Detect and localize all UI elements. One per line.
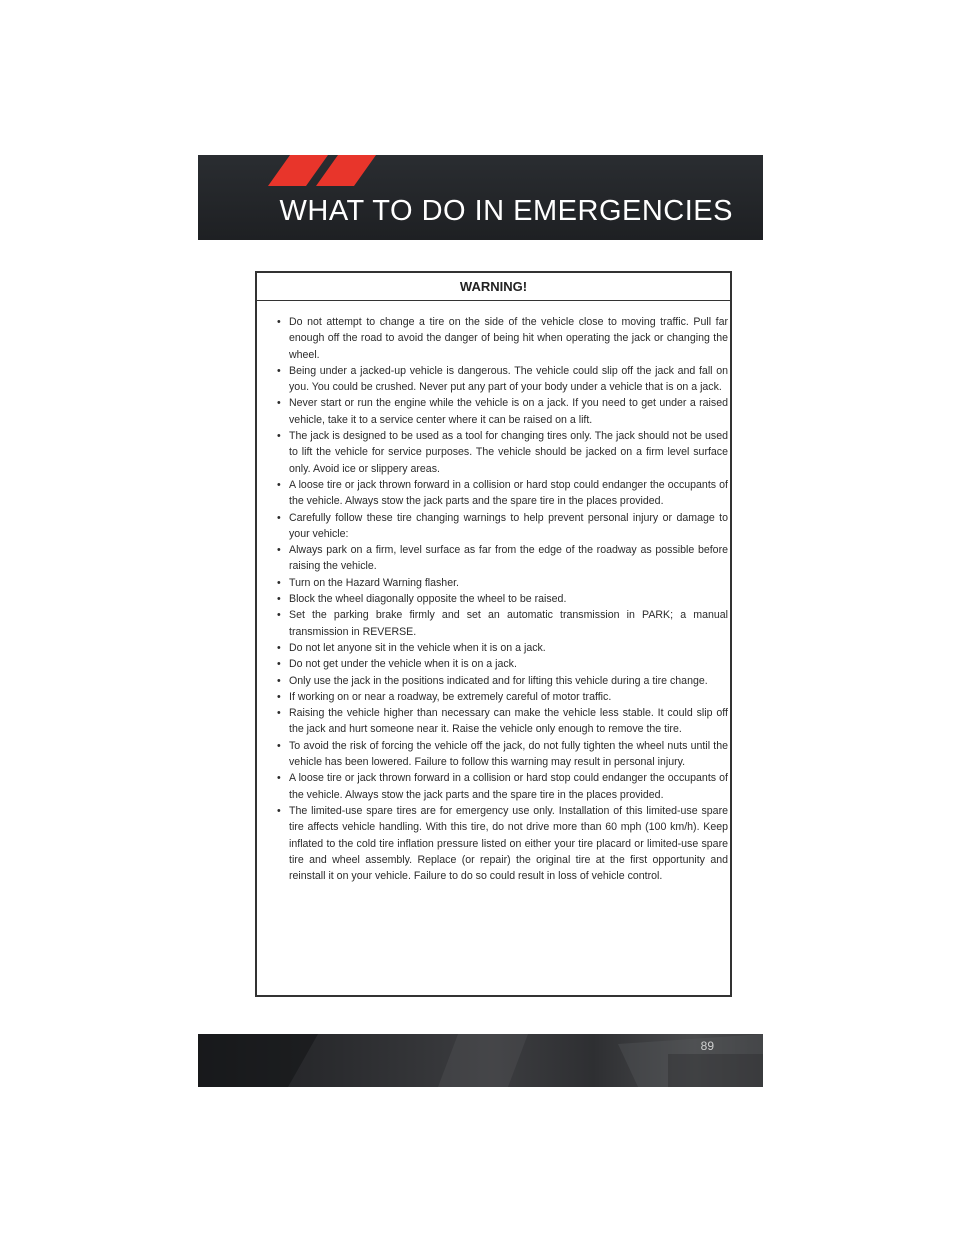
warning-item: • Always park on a firm, level surface as far from the edge of the roadway as possible before raising the vehicle. — [277, 542, 728, 575]
warning-item: • Do not let anyone sit in the vehicle when it is on a jack. — [277, 640, 728, 656]
warning-item: • Never start or run the engine while the vehicle is on a jack. If you need to get under a raised vehicle, take it to a service center where it can be raised on a lift. — [277, 395, 728, 428]
warning-item: • Do not get under the vehicle when it is on a jack. — [277, 656, 728, 672]
footer-photo-texture — [198, 1034, 763, 1087]
warning-item: • If working on or near a roadway, be extremely careful of motor traffic. — [277, 689, 728, 705]
warning-item: • Being under a jacked-up vehicle is dangerous. The vehicle could slip off the jack and fall on you. You could be crushed. Never put any part of your body under a vehicle that is on a jack. — [277, 363, 728, 396]
warning-item: • Carefully follow these tire changing warnings to help prevent personal injury or damage to your vehicle: — [277, 510, 728, 543]
warning-title: WARNING! — [459, 279, 528, 294]
warning-item: • Turn on the Hazard Warning flasher. — [277, 575, 728, 591]
warning-item: • Raising the vehicle higher than necessary can make the vehicle less stable. It could slip off the jack and hurt someone near it. Raise the vehicle only enough to remove the tire. — [277, 705, 728, 738]
stripe-right — [316, 155, 376, 186]
racing-stripes-logo — [268, 155, 378, 186]
warning-item: • Set the parking brake firmly and set an automatic transmission in PARK; a manual transmission in REVERSE. — [277, 607, 728, 640]
warning-item: • Only use the jack in the positions indicated and for lifting this vehicle during a tire change. — [277, 673, 728, 689]
warning-item: • Do not attempt to change a tire on the side of the vehicle close to moving traffic. Pull far enough off the road to avoid the danger of being hit when operating the jack or changing the wheel. — [277, 314, 728, 363]
footer-banner — [198, 1034, 763, 1087]
warning-item: • Block the wheel diagonally opposite the wheel to be raised. — [277, 591, 728, 607]
warning-box — [255, 271, 732, 997]
section-title: WHAT TO DO IN EMERGENCIES — [279, 195, 733, 227]
stripe-left — [268, 155, 328, 186]
warning-list — [277, 314, 728, 884]
warning-item: • The jack is designed to be used as a tool for changing tires only. The jack should not be used to lift the vehicle for service purposes. The vehicle should be jacked on a firm level surface only. Avoid ice or slippery areas. — [277, 428, 728, 477]
section-header — [198, 155, 763, 240]
page-number: 89 — [700, 1039, 714, 1053]
warning-title-divider — [257, 300, 730, 301]
warning-item: • A loose tire or jack thrown forward in a collision or hard stop could endanger the occupants of the vehicle. Always stow the jack parts and the spare tire in the places provided. — [277, 477, 728, 510]
warning-item: • The limited-use spare tires are for emergency use only. Installation of this limited-use spare tire affects vehicle handling. With this tire, do not drive more than 60 mph (100 km/h). Keep inflated to the cold tire inflation pressure listed on either your tire placard or limited-use spare tire and wheel assembly. Replace (or repair) the original tire at the first opportunity and reinstall it on your vehicle. Failure to do so could result in loss of vehicle control. — [277, 803, 728, 884]
warning-item: • To avoid the risk of forcing the vehicle off the jack, do not fully tighten the wheel nuts until the vehicle has been lowered. Failure to follow this warning may result in personal injury. — [277, 738, 728, 771]
warning-item: • A loose tire or jack thrown forward in a collision or hard stop could endanger the occupants of the vehicle. Always stow the jack parts and the spare tire in the places provided. — [277, 770, 728, 803]
